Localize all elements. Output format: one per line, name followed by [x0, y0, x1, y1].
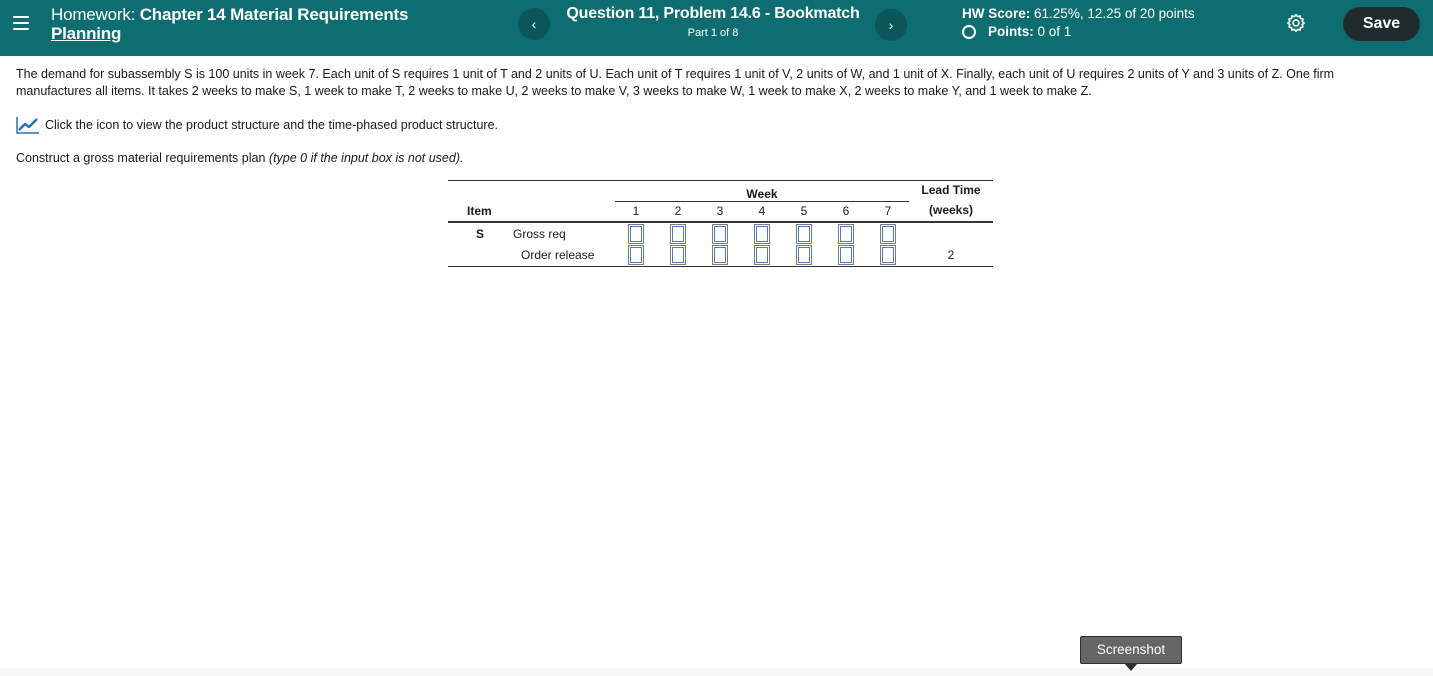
gear-icon[interactable]	[1286, 13, 1306, 33]
question-part: Part 1 of 8	[687, 27, 739, 39]
week-number: 5	[783, 201, 825, 222]
week-number: 7	[867, 201, 909, 222]
table-header-row-1	[448, 181, 993, 202]
week-number: 4	[741, 201, 783, 222]
item-name: S	[476, 226, 485, 241]
top-bar	[0, 0, 1433, 56]
chevron-left-icon: ‹	[531, 16, 537, 32]
row-label-order-release: Order release	[513, 244, 615, 266]
table-header-row-2	[448, 201, 993, 222]
gross-req-input-week-5[interactable]	[796, 224, 812, 244]
question-title: Question 11, Problem 14.6 - Bookmatch	[566, 5, 860, 22]
instruction-text: Construct a gross material requirements plan	[16, 151, 266, 165]
row-label-gross-req: Gross req	[513, 226, 566, 241]
instruction-hint: (type 0 if the input box is not used).	[268, 151, 464, 165]
order-release-input-week-6[interactable]	[838, 245, 854, 265]
order-release-input-week-7[interactable]	[880, 245, 896, 265]
order-release-input-week-2[interactable]	[670, 245, 686, 265]
week-number: 2	[657, 201, 699, 222]
order-release-input-week-3[interactable]	[712, 245, 728, 265]
table-row-order-release	[448, 244, 993, 266]
task-instruction	[16, 151, 463, 165]
week-number: 3	[699, 201, 741, 222]
screenshot-tooltip[interactable]: Screenshot	[1080, 636, 1182, 664]
bottom-shade	[0, 668, 1433, 676]
question-info	[560, 5, 866, 39]
table-row-gross-req	[448, 222, 993, 244]
homework-title-line2: Planning	[51, 24, 122, 43]
score-block	[962, 6, 1195, 39]
gross-req-input-week-7[interactable]	[880, 224, 896, 244]
mrp-table	[448, 180, 993, 267]
chart-icon[interactable]	[16, 116, 40, 134]
gross-req-input-week-2[interactable]	[670, 224, 686, 244]
homework-title-line1: Chapter 14 Material Requirements	[139, 5, 409, 24]
points-value: 0 of 1	[1037, 24, 1072, 39]
hw-score	[962, 6, 1195, 21]
product-structure-instruction: Click the icon to view the product structure and the time-phased product structure.	[45, 118, 499, 132]
order-release-input-week-1[interactable]	[628, 245, 644, 265]
gross-req-input-week-1[interactable]	[628, 224, 644, 244]
previous-question-button[interactable]	[518, 8, 550, 40]
next-question-button[interactable]	[875, 9, 907, 41]
week-number: 1	[615, 201, 657, 222]
lead-time-value: 2	[909, 244, 993, 266]
week-header: Week	[615, 181, 909, 202]
lead-time-header-1: Lead Time	[909, 181, 993, 202]
product-structure-link-row	[16, 116, 498, 134]
gross-req-input-week-4[interactable]	[754, 224, 770, 244]
chevron-right-icon: ›	[888, 17, 894, 33]
points-row	[962, 24, 1195, 39]
hw-score-label: HW Score:	[962, 6, 1031, 21]
menu-icon[interactable]	[13, 14, 29, 32]
problem-statement: The demand for subassembly S is 100 units in week 7. Each unit of S requires 1 unit of T and 2 units of U. Each unit of T requires 1 unit of V, 2 units of W, and 1 unit of X. Finally, each unit of U requires 2 units of Y and 3 units of Z. One firm manufactures all items. It takes 2 weeks to make S, 1 week to make T, 2 weeks to make U, 2 weeks to make V, 3 weeks to make W, 1 week to make X, 2 weeks to make Y, and 1 week to make Z.	[16, 67, 1335, 98]
tooltip-arrow	[1124, 663, 1138, 671]
homework-title[interactable]	[51, 5, 471, 43]
homework-label: Homework:	[51, 5, 136, 24]
order-release-input-week-4[interactable]	[754, 245, 770, 265]
hw-score-value: 61.25%, 12.25 of 20 points	[1034, 6, 1195, 21]
week-number: 6	[825, 201, 867, 222]
order-release-input-week-5[interactable]	[796, 245, 812, 265]
lead-time-header-2: (weeks)	[909, 201, 993, 222]
gross-req-input-week-3[interactable]	[712, 224, 728, 244]
gross-req-input-week-6[interactable]	[838, 224, 854, 244]
points-label: Points:	[988, 24, 1034, 39]
item-header: Item	[448, 201, 513, 222]
points-status-icon	[962, 25, 976, 39]
save-button[interactable]: Save	[1343, 7, 1420, 41]
